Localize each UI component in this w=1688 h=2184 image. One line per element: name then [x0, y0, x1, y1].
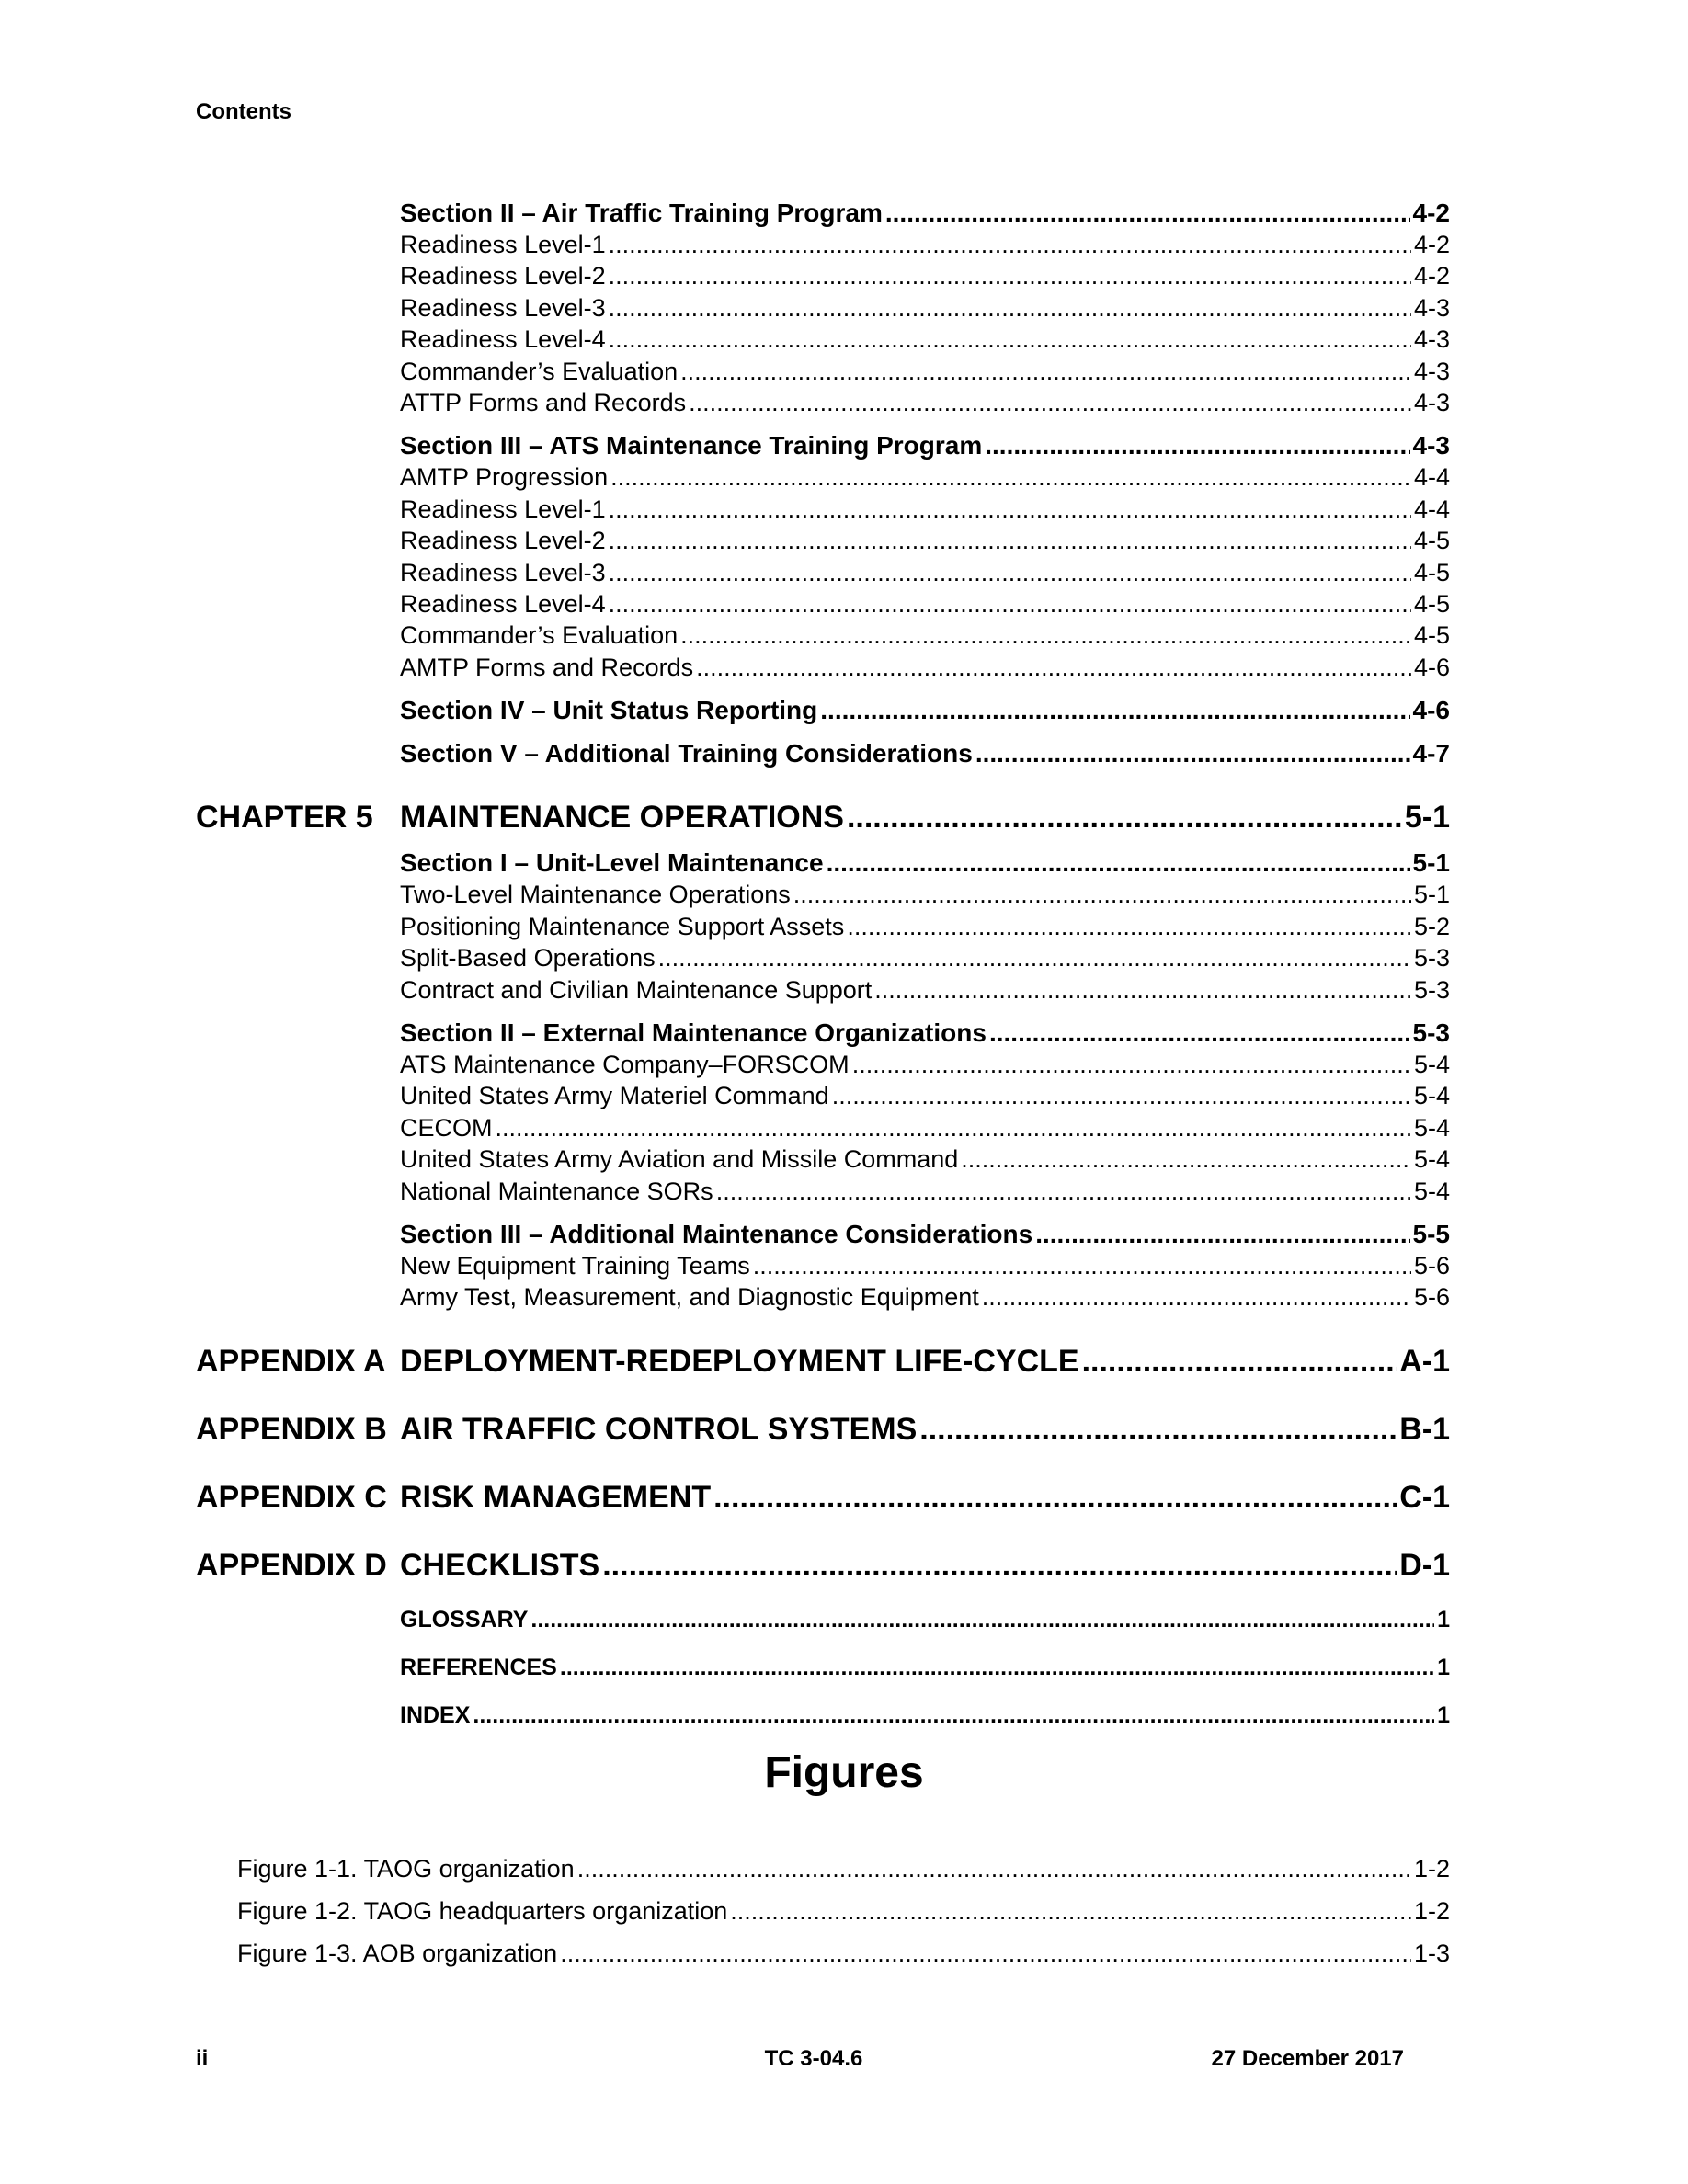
leader-dots	[609, 229, 1411, 260]
toc-label: Readiness Level-4	[400, 590, 606, 619]
toc-label: Section II – Air Traffic Training Program	[400, 199, 883, 227]
toc-label: ATS Maintenance Company–FORSCOM	[400, 1050, 850, 1078]
leader-dots	[696, 652, 1411, 683]
figure-label: Figure 1-1. TAOG organization	[237, 1855, 575, 1883]
figure-label: Figure 1-3. AOB organization	[237, 1939, 558, 1967]
toc-item[interactable]	[400, 620, 1450, 651]
toc-item[interactable]	[400, 1176, 1450, 1207]
leader-dots	[530, 1606, 1434, 1633]
toc-label: DEPLOYMENT-REDEPLOYMENT LIFE-CYCLE	[400, 1343, 1079, 1379]
toc-label: Two-Level Maintenance Operations	[400, 881, 791, 909]
leader-dots	[496, 1112, 1411, 1143]
toc-page: 5-4	[1413, 1113, 1450, 1142]
toc-item[interactable]	[400, 1250, 1450, 1281]
toc-page: 4-3	[1413, 325, 1450, 354]
toc-page: 4-5	[1413, 621, 1450, 650]
toc-item[interactable]	[400, 1281, 1450, 1313]
toc-item[interactable]	[400, 324, 1450, 355]
toc-label: Readiness Level-3	[400, 293, 606, 322]
leader-dots	[852, 1049, 1411, 1080]
figure-page: 1-3	[1413, 1939, 1450, 1967]
leader-dots	[689, 387, 1411, 418]
toc-item[interactable]	[400, 942, 1450, 973]
toc-appendix-a[interactable]	[196, 1343, 1450, 1380]
toc-label: Contract and Civilian Maintenance Support	[400, 975, 873, 1004]
toc-label: Commander’s Evaluation	[400, 357, 679, 385]
figure-page: 1-2	[1413, 1897, 1450, 1925]
toc-label: AMTP Progression	[400, 463, 609, 492]
leader-dots	[602, 1547, 1397, 1584]
toc-page: 5-4	[1413, 1050, 1450, 1078]
figure-entry[interactable]	[237, 1932, 1450, 1974]
appendix-tag: APPENDIX C	[196, 1479, 387, 1515]
toc-label: Readiness Level-3	[400, 558, 606, 586]
toc-label: Readiness Level-2	[400, 527, 606, 555]
toc-section-ch5-sec3[interactable]	[400, 1218, 1450, 1250]
figure-page: 1-2	[1413, 1855, 1450, 1883]
toc-page: 4-3	[1412, 431, 1450, 461]
leader-dots	[473, 1701, 1434, 1729]
toc-label: Section IV – Unit Status Reporting	[400, 696, 818, 725]
toc-label: United States Army Aviation and Missile Command	[400, 1145, 959, 1174]
toc-item[interactable]	[400, 1112, 1450, 1143]
toc-label: Readiness Level-1	[400, 495, 606, 523]
toc-section-ch4-sec5[interactable]	[400, 737, 1450, 769]
leader-dots	[560, 1932, 1411, 1974]
list-of-figures	[237, 1848, 1450, 1974]
leader-dots	[609, 260, 1411, 291]
leader-dots	[1035, 1218, 1409, 1250]
leader-dots	[609, 324, 1411, 355]
toc-page: C-1	[1399, 1479, 1450, 1515]
toc-page: 5-6	[1413, 1251, 1450, 1280]
leader-dots	[989, 1017, 1410, 1049]
toc-page: 4-5	[1413, 558, 1450, 586]
toc-label: Section V – Additional Training Considerations	[400, 739, 973, 768]
toc-page: 4-6	[1412, 696, 1450, 725]
figure-entry[interactable]	[237, 1890, 1450, 1932]
toc-label: National Maintenance SORs	[400, 1177, 713, 1205]
toc-label: New Equipment Training Teams	[400, 1251, 750, 1280]
figure-entry[interactable]	[237, 1848, 1450, 1890]
toc-page: 5-1	[1412, 848, 1450, 878]
leader-dots	[716, 1176, 1411, 1207]
toc-page: 5-3	[1413, 975, 1450, 1004]
toc-item[interactable]	[400, 260, 1450, 291]
leader-dots	[680, 620, 1411, 651]
leader-dots	[827, 847, 1410, 879]
toc-label: ATTP Forms and Records	[400, 389, 687, 417]
leader-dots	[560, 1654, 1434, 1681]
toc-page: 5-1	[1404, 800, 1450, 836]
leader-dots	[609, 557, 1411, 588]
toc-page: 4-2	[1413, 231, 1450, 258]
toc-page: 5-5	[1412, 1219, 1450, 1248]
toc-label: GLOSSARY	[400, 1606, 529, 1632]
toc-label: RISK MANAGEMENT	[400, 1479, 712, 1515]
toc-item[interactable]	[400, 292, 1450, 324]
toc-label: Army Test, Measurement, and Diagnostic Equipment	[400, 1283, 979, 1312]
leader-dots	[793, 879, 1411, 910]
toc-item[interactable]	[400, 356, 1450, 387]
leader-dots	[609, 588, 1411, 620]
toc-item[interactable]	[400, 974, 1450, 1006]
toc-item[interactable]	[400, 525, 1450, 556]
toc-item[interactable]	[400, 588, 1450, 620]
toc-chapter-5[interactable]	[196, 799, 1450, 836]
leader-dots	[982, 1281, 1411, 1313]
toc-page: 4-3	[1413, 357, 1450, 385]
toc-page: 1	[1437, 1654, 1450, 1680]
leader-dots	[847, 799, 1402, 836]
toc-page: A-1	[1399, 1343, 1450, 1379]
footer-date: 27 December 2017	[1211, 2046, 1404, 2071]
toc-label: INDEX	[400, 1701, 471, 1728]
toc-item[interactable]	[400, 652, 1450, 683]
figure-label: Figure 1-2. TAOG headquarters organization	[237, 1897, 728, 1925]
toc-page: 5-6	[1413, 1283, 1450, 1312]
leader-dots	[680, 356, 1411, 387]
toc-page: 5-2	[1413, 912, 1450, 940]
toc-page: 4-5	[1413, 590, 1450, 619]
toc-label: Split-Based Operations	[400, 944, 656, 973]
toc-glossary[interactable]	[400, 1606, 1450, 1633]
toc-item[interactable]	[400, 229, 1450, 260]
toc-references[interactable]	[400, 1654, 1450, 1681]
footer-publication: TC 3-04.6	[764, 2046, 863, 2071]
toc-label: Commander’s Evaluation	[400, 621, 679, 650]
leader-dots	[847, 911, 1411, 942]
toc-page: 5-4	[1413, 1082, 1450, 1110]
toc-label: CECOM	[400, 1113, 493, 1142]
toc-appendix-b[interactable]	[196, 1411, 1450, 1448]
leader-dots	[820, 694, 1409, 726]
toc-label: United States Army Materiel Command	[400, 1082, 829, 1110]
toc-page: 4-4	[1413, 463, 1450, 492]
toc-item[interactable]	[400, 1080, 1450, 1111]
toc-page: 4-2	[1412, 199, 1450, 227]
toc-section-ch4-sec2[interactable]	[400, 197, 1450, 229]
toc-label: REFERENCES	[400, 1654, 557, 1680]
toc-label: AMTP Forms and Records	[400, 653, 694, 681]
toc-appendix-d[interactable]	[196, 1547, 1450, 1584]
toc-label: Readiness Level-4	[400, 325, 606, 354]
toc-label: Section III – Additional Maintenance Considerations	[400, 1219, 1033, 1248]
toc-page: 5-3	[1413, 944, 1450, 973]
toc-page: 1	[1437, 1701, 1450, 1728]
toc-page: 4-3	[1413, 389, 1450, 417]
toc-label: Readiness Level-1	[400, 231, 606, 258]
toc-label: Readiness Level-2	[400, 262, 606, 290]
appendix-tag: APPENDIX B	[196, 1411, 387, 1447]
leader-dots	[961, 1143, 1411, 1175]
toc-page: 1	[1437, 1606, 1450, 1632]
toc-item[interactable]	[400, 557, 1450, 588]
leader-dots	[919, 1411, 1397, 1448]
toc-item[interactable]	[400, 1143, 1450, 1175]
toc-label: Section I – Unit-Level Maintenance	[400, 848, 824, 878]
toc-page: D-1	[1399, 1547, 1450, 1583]
leader-dots	[730, 1890, 1411, 1932]
leader-dots	[985, 429, 1409, 461]
leader-dots	[885, 197, 1410, 229]
toc-page: 5-3	[1412, 1018, 1450, 1047]
leader-dots	[975, 737, 1410, 769]
leader-dots	[713, 1479, 1397, 1516]
table-of-contents	[196, 197, 1450, 1729]
toc-label: CHECKLISTS	[400, 1547, 600, 1583]
toc-page: 5-4	[1413, 1177, 1450, 1205]
leader-dots	[658, 942, 1411, 973]
toc-page: 5-4	[1413, 1145, 1450, 1174]
toc-label: Positioning Maintenance Support Assets	[400, 912, 845, 940]
leader-dots	[874, 974, 1411, 1006]
toc-page: 4-2	[1413, 262, 1450, 290]
chapter-tag: CHAPTER 5	[196, 800, 373, 836]
toc-page: 4-5	[1413, 527, 1450, 555]
toc-page: 4-4	[1413, 495, 1450, 523]
leader-dots	[753, 1250, 1411, 1281]
toc-page: B-1	[1399, 1411, 1450, 1447]
appendix-tag: APPENDIX D	[196, 1547, 387, 1583]
toc-item[interactable]	[400, 879, 1450, 910]
footer-page-number: ii	[196, 2046, 209, 2071]
toc-item[interactable]	[400, 461, 1450, 493]
toc-page: 4-7	[1412, 739, 1450, 768]
toc-page: 4-3	[1413, 293, 1450, 322]
leader-dots	[609, 292, 1411, 324]
leader-dots	[609, 525, 1411, 556]
toc-item[interactable]	[400, 1049, 1450, 1080]
toc-item[interactable]	[400, 911, 1450, 942]
toc-section-ch4-sec4[interactable]	[400, 694, 1450, 726]
leader-dots	[609, 494, 1411, 525]
toc-index[interactable]	[400, 1701, 1450, 1729]
toc-section-ch5-sec1[interactable]	[400, 847, 1450, 879]
running-header: Contents	[196, 99, 291, 124]
appendix-tag: APPENDIX A	[196, 1343, 386, 1379]
toc-label: Section III – ATS Maintenance Training Program	[400, 431, 983, 461]
toc-section-ch5-sec2[interactable]	[400, 1017, 1450, 1049]
leader-dots	[577, 1848, 1411, 1890]
toc-page: 4-6	[1413, 653, 1450, 681]
leader-dots	[832, 1080, 1411, 1111]
toc-item[interactable]	[400, 494, 1450, 525]
toc-page: 5-1	[1413, 881, 1450, 909]
toc-label: AIR TRAFFIC CONTROL SYSTEMS	[400, 1411, 918, 1447]
leader-dots	[610, 461, 1411, 493]
toc-label: Section II – External Maintenance Organizations	[400, 1018, 987, 1047]
toc-label: MAINTENANCE OPERATIONS	[400, 800, 844, 836]
toc-item[interactable]	[400, 387, 1450, 418]
leader-dots	[1082, 1343, 1397, 1380]
toc-appendix-c[interactable]	[196, 1479, 1450, 1516]
toc-section-ch4-sec3[interactable]	[400, 429, 1450, 461]
figures-heading: Figures	[764, 1748, 924, 1797]
